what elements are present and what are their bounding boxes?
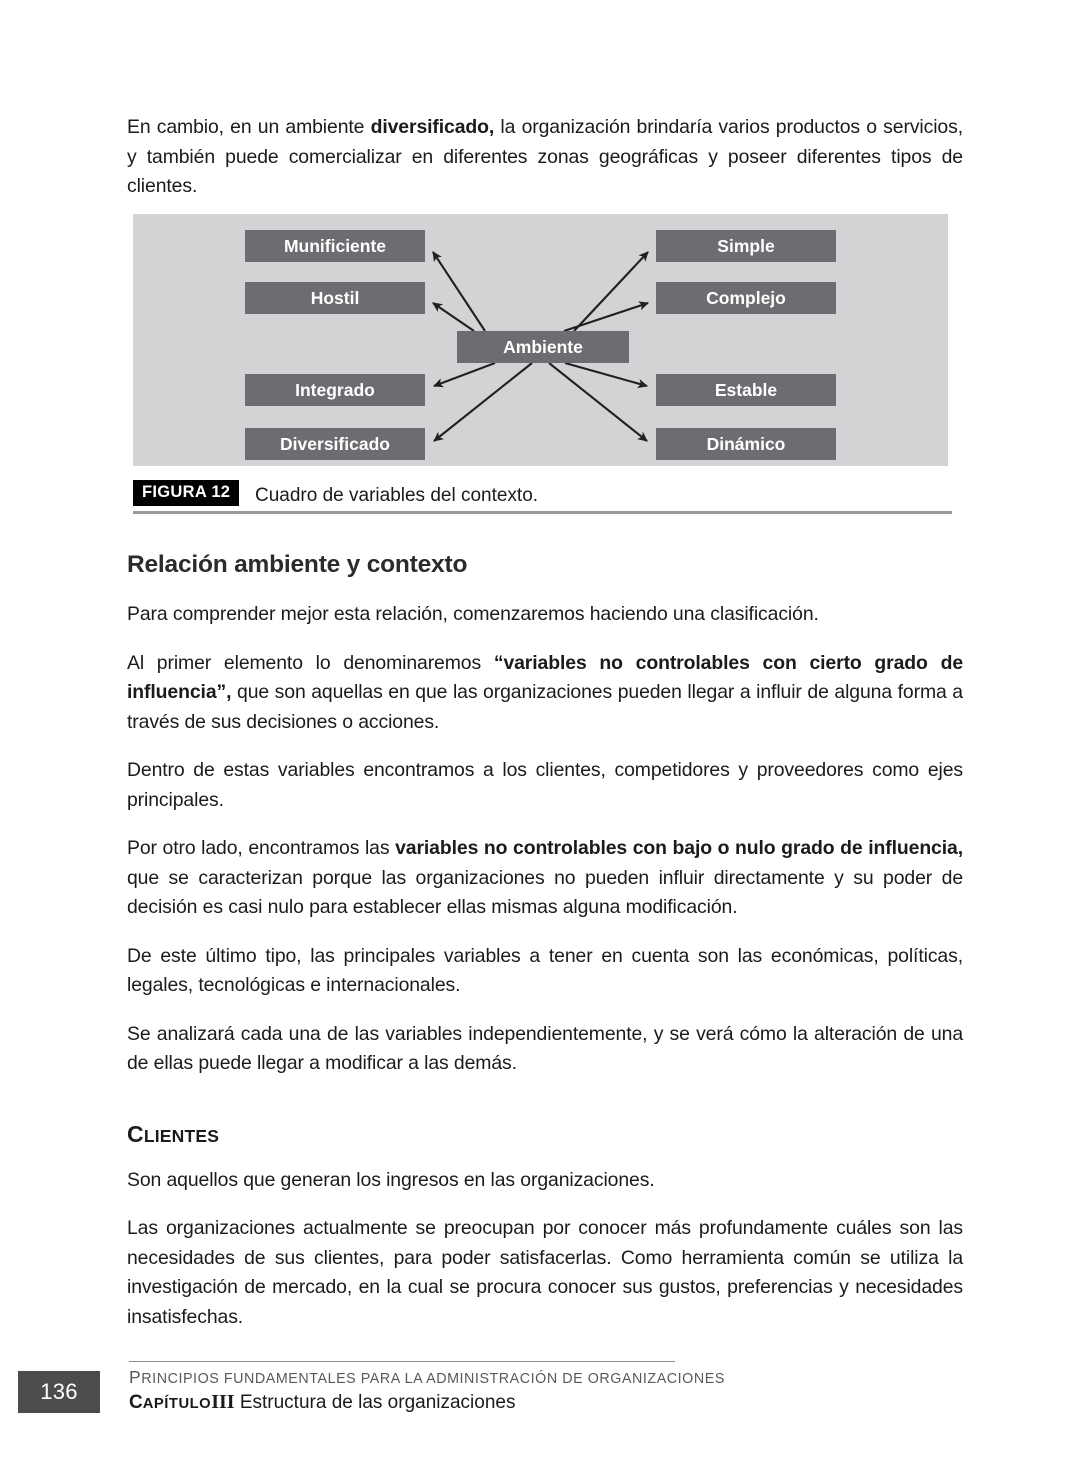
figure-caption-divider xyxy=(133,511,952,514)
figure-node-complejo xyxy=(656,282,836,314)
figure-12-diagram xyxy=(133,214,948,466)
subheading-cap-rest: LIENTES xyxy=(143,1125,220,1146)
footer-chapter-title-text: Estructura de las organizaciones xyxy=(239,1392,516,1413)
page-number: 136 xyxy=(40,1379,78,1404)
por-otro-lado-part2: que se caracterizan porque las organizaciones no pueden influir directamente y su poder de decisión es casi nulo para establecer ellas mismas alguna modificación. xyxy=(127,866,963,918)
figure-node-estable xyxy=(656,374,836,406)
intro-text-part1: En cambio, en un ambiente xyxy=(127,116,371,138)
main-text-block xyxy=(127,550,963,1332)
intro-paragraph-block xyxy=(127,113,963,202)
figure-node-label: Dinámico xyxy=(706,434,786,455)
figure-caption-text: Cuadro de variables del contexto. xyxy=(255,485,539,506)
figure-node-label: Hostil xyxy=(310,288,360,309)
figure-node-hostil xyxy=(245,282,425,314)
subheading-clientes xyxy=(127,1121,963,1148)
footer-divider xyxy=(129,1361,675,1362)
footer-book-title xyxy=(129,1367,829,1390)
figure-node-label: Integrado xyxy=(295,380,375,401)
paragraph-primer-elemento xyxy=(127,649,963,738)
footer-chapter-line xyxy=(129,1390,829,1417)
figure-node-label: Munificiente xyxy=(283,236,387,257)
primer-elemento-bold: “variables no controlables con cierto grado de influencia”, xyxy=(127,651,963,703)
page-number-box xyxy=(18,1371,100,1413)
arrow-ambiente-complejo xyxy=(564,303,648,331)
figure-node-simple xyxy=(656,230,836,262)
paragraph-intro xyxy=(127,113,963,202)
footer-chapter-number: III xyxy=(211,1391,235,1413)
arrow-ambiente-munificiente xyxy=(433,252,485,331)
paragraph-de-este-ultimo: De este último tipo, las principales variables a tener en cuenta son las económicas, políticas, legales, tecnológicas e internacionales. xyxy=(127,944,963,996)
por-otro-lado-part1: Por otro lado, encontramos las xyxy=(127,837,396,859)
figure-node-ambiente xyxy=(457,331,629,363)
paragraph-son-aquellos: Son aquellos que generan los ingresos en las organizaciones. xyxy=(127,1168,655,1191)
arrow-ambiente-diversificado xyxy=(434,363,532,441)
subheading-cap-first: C xyxy=(127,1120,144,1147)
figure-node-label: Complejo xyxy=(706,288,786,309)
figure-node-label: Estable xyxy=(714,380,778,401)
arrow-ambiente-integrado xyxy=(434,363,495,386)
figure-node-label: Simple xyxy=(717,236,775,257)
arrow-ambiente-estable xyxy=(565,363,647,386)
paragraph-las-organizaciones: Las organizaciones actualmente se preocupan por conocer más profundamente cuáles son las necesidades de sus clientes, para poder satisfacerlas. Como herramienta común se utiliza la investigación de mercado, en la cual se procura conocer sus gustos, preferencias y necesidades insatisfechas. xyxy=(127,1217,963,1328)
figure-tag-badge: FIGURA 12 xyxy=(133,480,239,506)
primer-elemento-part2: que son aquellas en que las organizaciones pueden llegar a influir de alguna forma a través de sus decisiones o acciones. xyxy=(127,681,963,733)
footer-title-cap-first: P xyxy=(129,1367,142,1387)
paragraph-se-analizara: Se analizará cada una de las variables independientemente, y se verá cómo la alteración de una de ellas puede llegar a modificar a las demás. xyxy=(127,1022,963,1074)
footer-text-block xyxy=(129,1367,829,1417)
footer-chapter-cap-rest: APÍTULO xyxy=(142,1396,212,1412)
paragraph-para-comprender: Para comprender mejor esta relación, comenzaremos haciendo una clasificación. xyxy=(127,603,819,625)
figure-node-label: Diversificado xyxy=(280,434,390,455)
primer-elemento-part1: Al primer elemento lo denominaremos xyxy=(127,651,494,674)
figure-center-node-label: Ambiente xyxy=(503,337,583,358)
figure-node-diversificado xyxy=(245,428,425,460)
arrow-ambiente-simple xyxy=(574,252,648,331)
intro-bold-diversificado: diversificado, xyxy=(370,116,495,138)
footer-title-rest: RINCIPIOS FUNDAMENTALES PARA LA ADMINISTRACIÓN DE ORGANIZACIONES xyxy=(141,1371,725,1387)
paragraph-por-otro-lado xyxy=(127,834,963,923)
intro-text-part2: la organización brindaría varios productos o servicios, y también puede comercializar en diferentes zonas geográficas y poseer diferentes tipos de clientes. xyxy=(127,116,963,197)
figure-12-svg xyxy=(133,214,948,466)
arrow-ambiente-dinamico xyxy=(549,363,647,441)
paragraph-dentro-variables: Dentro de estas variables encontramos a los clientes, competidores y proveedores como ejes principales. xyxy=(127,759,963,811)
page-section-title: Relación ambiente y contexto xyxy=(127,551,468,578)
figure-node-integrado xyxy=(245,374,425,406)
por-otro-lado-bold: variables no controlables con bajo o nulo grado de influencia, xyxy=(395,837,964,859)
arrow-ambiente-hostil xyxy=(433,303,474,331)
footer-chapter-cap-first: C xyxy=(129,1392,143,1413)
figure-node-dinamico xyxy=(656,428,836,460)
figure-caption xyxy=(133,480,948,514)
figure-node-munificiente xyxy=(245,230,425,262)
